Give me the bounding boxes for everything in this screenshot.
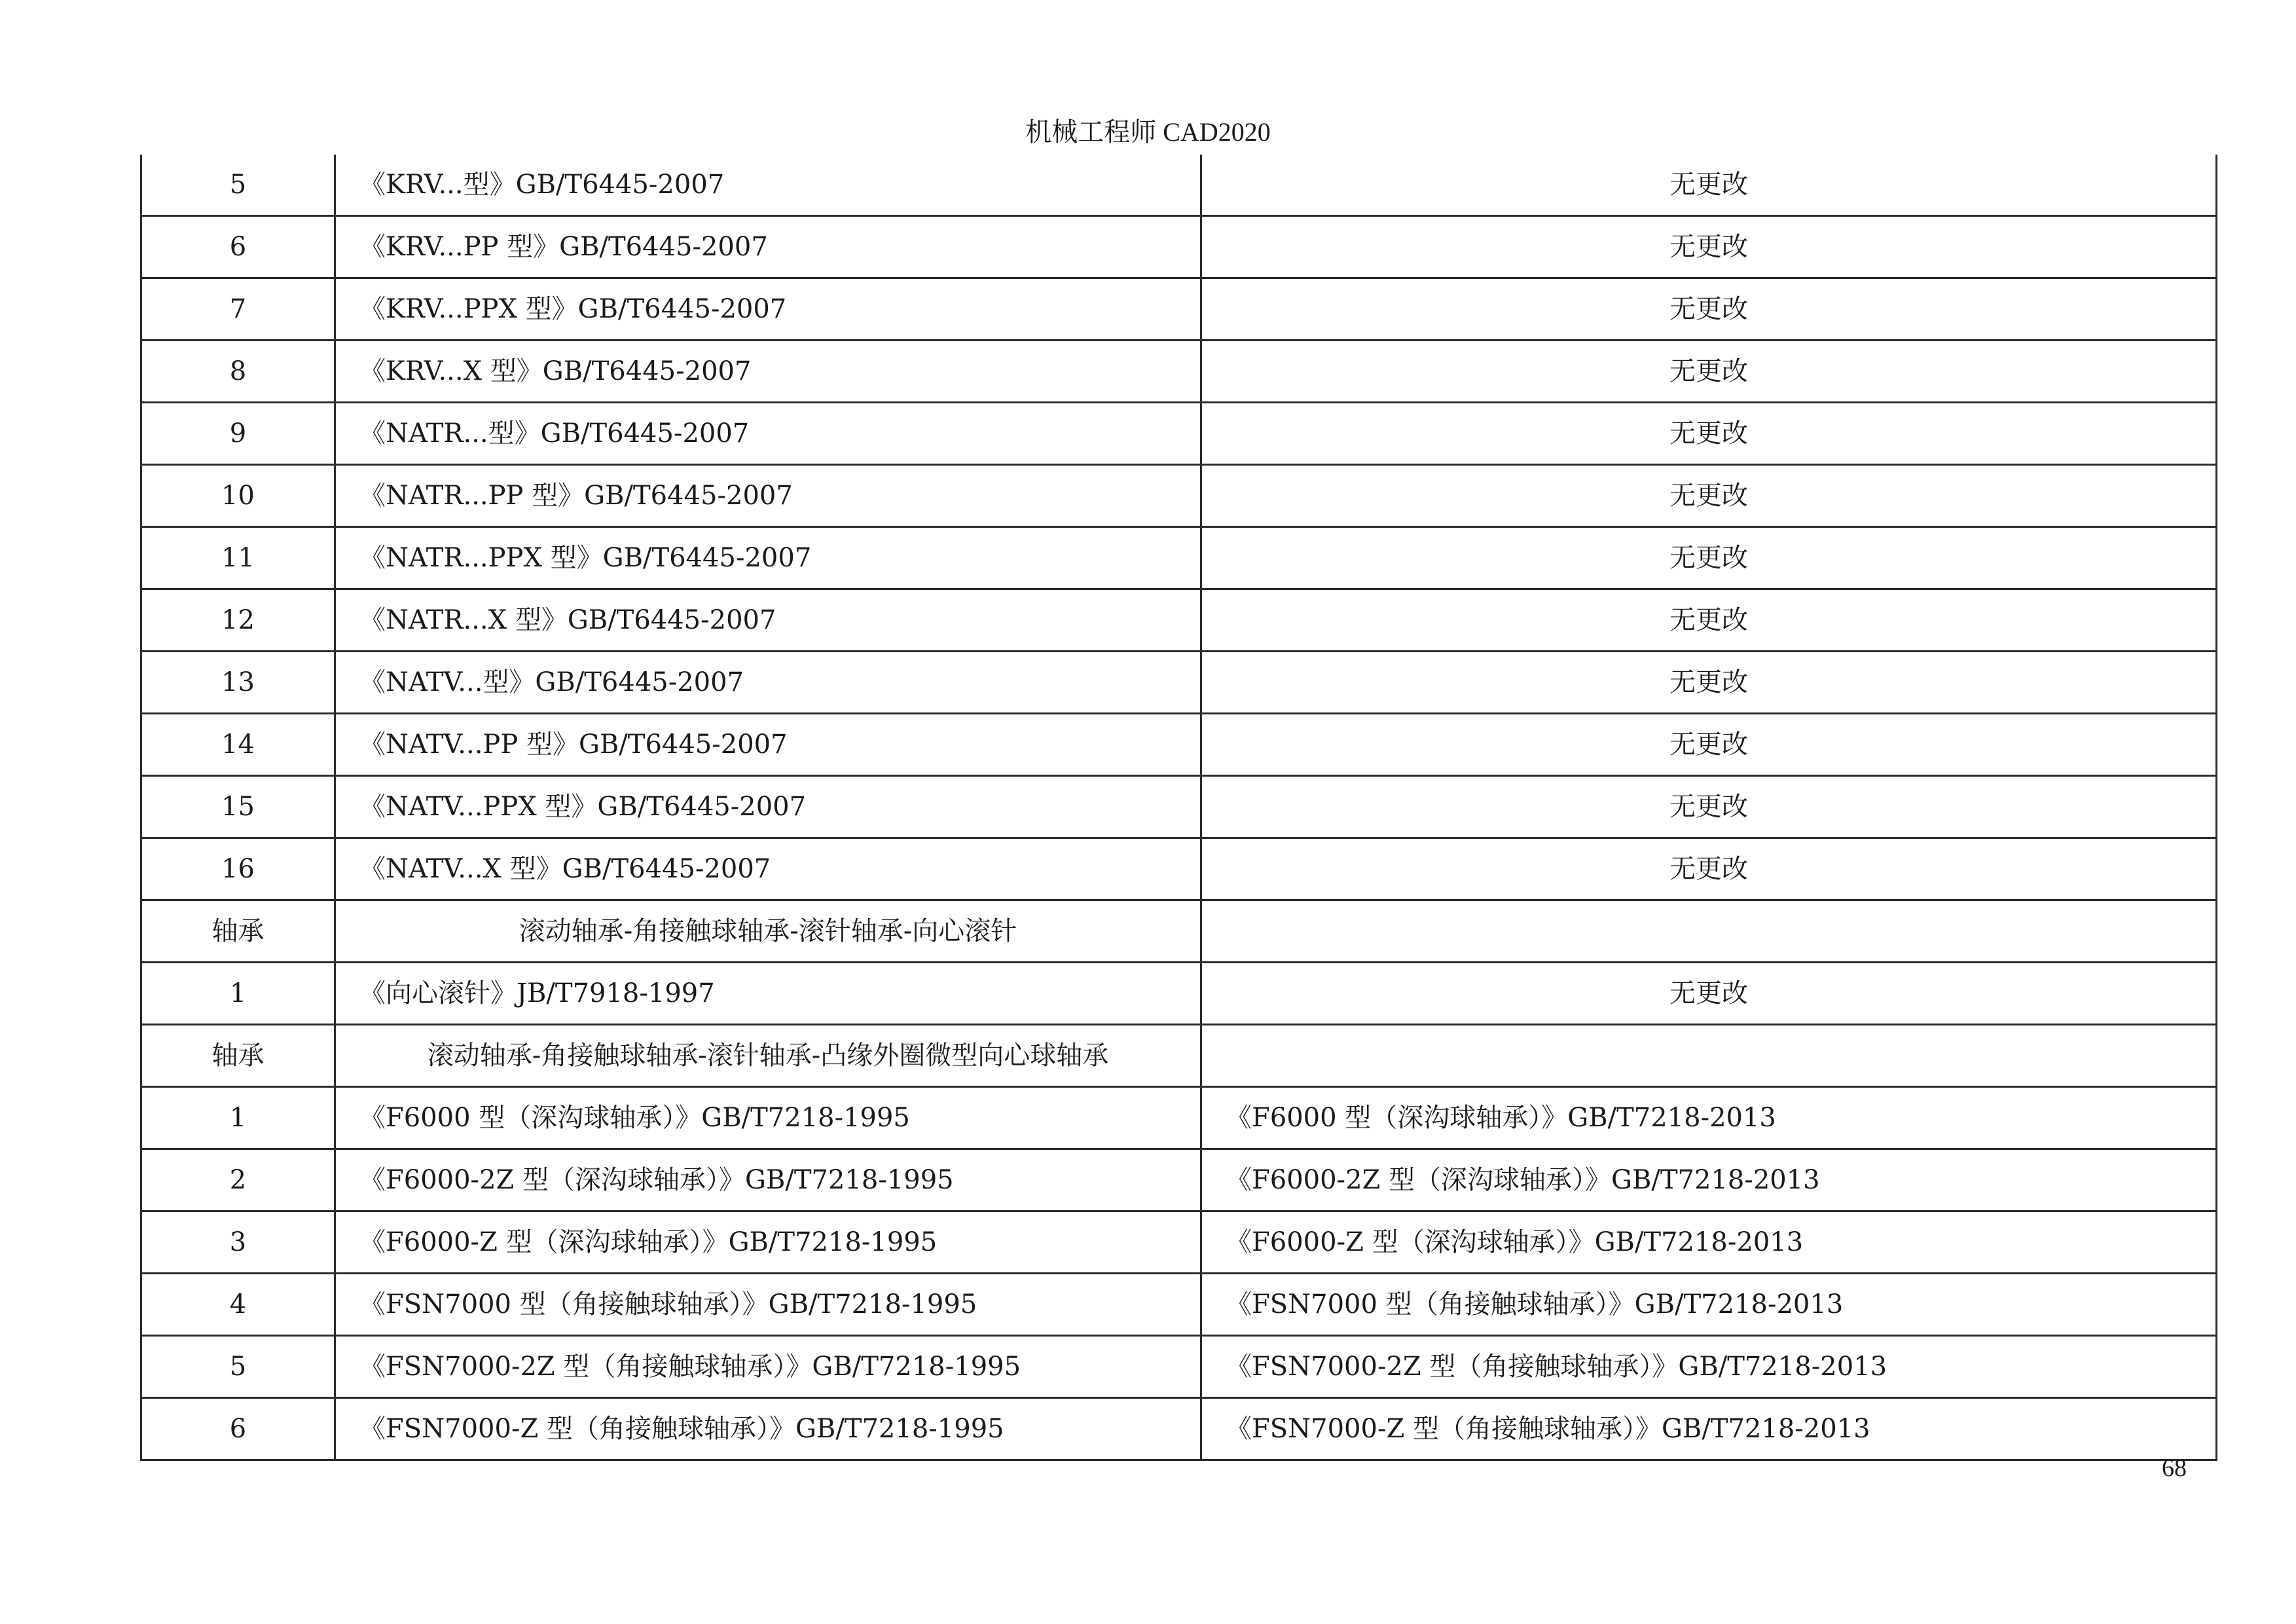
row-number-cell: 1 (141, 963, 335, 1025)
revised-standard-cell: 《FSN7000-Z 型（角接触球轴承）》GB/T7218-2013 (1201, 1398, 2217, 1460)
original-standard-cell: 《NATV...型》GB/T6445-2007 (335, 652, 1201, 714)
category-label-cell: 轴承 (141, 900, 335, 963)
original-standard-cell: 《F6000 型（深沟球轴承）》GB/T7218-1995 (335, 1087, 1201, 1149)
table-row (141, 465, 2217, 527)
revised-standard-cell: 无更改 (1201, 216, 2217, 278)
table-row (141, 403, 2217, 465)
original-standard-cell: 《NATR...PP 型》GB/T6445-2007 (335, 465, 1201, 527)
revised-standard-cell: 无更改 (1201, 403, 2217, 465)
revised-standard-cell: 无更改 (1201, 465, 2217, 527)
revised-standard-cell: 无更改 (1201, 652, 2217, 714)
original-standard-cell: 《NATV...PP 型》GB/T6445-2007 (335, 714, 1201, 776)
revised-standard-cell: 《F6000 型（深沟球轴承）》GB/T7218-2013 (1201, 1087, 2217, 1149)
revised-standard-cell: 无更改 (1201, 838, 2217, 900)
row-number-cell: 15 (141, 776, 335, 838)
table-row (141, 1336, 2217, 1398)
category-row (141, 1025, 2217, 1087)
table-row (141, 216, 2217, 278)
table-row (141, 1211, 2217, 1274)
original-standard-cell: 《NATR...PPX 型》GB/T6445-2007 (335, 527, 1201, 589)
category-title-cell: 滚动轴承-角接触球轴承-滚针轴承-向心滚针 (335, 900, 1201, 963)
revised-standard-cell: 无更改 (1201, 714, 2217, 776)
row-number-cell: 4 (141, 1274, 335, 1336)
table-row (141, 527, 2217, 589)
table-row (141, 838, 2217, 900)
row-number-cell: 5 (141, 1336, 335, 1398)
row-number-cell: 6 (141, 1398, 335, 1460)
page-number: 68 (2162, 1454, 2187, 1482)
table-row (141, 1087, 2217, 1149)
original-standard-cell: 《NATV...PPX 型》GB/T6445-2007 (335, 776, 1201, 838)
row-number-cell: 7 (141, 278, 335, 341)
row-number-cell: 12 (141, 589, 335, 652)
original-standard-cell: 《FSN7000-2Z 型（角接触球轴承）》GB/T7218-1995 (335, 1336, 1201, 1398)
revised-standard-cell: 无更改 (1201, 776, 2217, 838)
standards-change-table (140, 155, 2217, 1461)
category-empty-cell (1201, 1025, 2217, 1087)
original-standard-cell: 《KRV...PP 型》GB/T6445-2007 (335, 216, 1201, 278)
category-row (141, 900, 2217, 963)
original-standard-cell: 《NATR...型》GB/T6445-2007 (335, 403, 1201, 465)
revised-standard-cell: 无更改 (1201, 341, 2217, 403)
original-standard-cell: 《KRV...X 型》GB/T6445-2007 (335, 341, 1201, 403)
revised-standard-cell: 无更改 (1201, 278, 2217, 341)
table-row (141, 155, 2217, 216)
revised-standard-cell: 无更改 (1201, 527, 2217, 589)
table-row (141, 963, 2217, 1025)
original-standard-cell: 《KRV...PPX 型》GB/T6445-2007 (335, 278, 1201, 341)
row-number-cell: 8 (141, 341, 335, 403)
revised-standard-cell: 无更改 (1201, 963, 2217, 1025)
original-standard-cell: 《NATR...X 型》GB/T6445-2007 (335, 589, 1201, 652)
revised-standard-cell: 《FSN7000 型（角接触球轴承）》GB/T7218-2013 (1201, 1274, 2217, 1336)
row-number-cell: 11 (141, 527, 335, 589)
row-number-cell: 10 (141, 465, 335, 527)
revised-standard-cell: 无更改 (1201, 155, 2217, 216)
revised-standard-cell: 无更改 (1201, 589, 2217, 652)
row-number-cell: 14 (141, 714, 335, 776)
table-row (141, 278, 2217, 341)
table-row (141, 341, 2217, 403)
category-title-cell: 滚动轴承-角接触球轴承-滚针轴承-凸缘外圈微型向心球轴承 (335, 1025, 1201, 1087)
original-standard-cell: 《F6000-Z 型（深沟球轴承）》GB/T7218-1995 (335, 1211, 1201, 1274)
row-number-cell: 6 (141, 216, 335, 278)
row-number-cell: 2 (141, 1149, 335, 1211)
table-row (141, 776, 2217, 838)
table-row (141, 714, 2217, 776)
revised-standard-cell: 《F6000-2Z 型（深沟球轴承）》GB/T7218-2013 (1201, 1149, 2217, 1211)
original-standard-cell: 《FSN7000-Z 型（角接触球轴承）》GB/T7218-1995 (335, 1398, 1201, 1460)
table-body (141, 155, 2217, 1460)
row-number-cell: 13 (141, 652, 335, 714)
row-number-cell: 1 (141, 1087, 335, 1149)
category-label-cell: 轴承 (141, 1025, 335, 1087)
revised-standard-cell: 《F6000-Z 型（深沟球轴承）》GB/T7218-2013 (1201, 1211, 2217, 1274)
category-empty-cell (1201, 900, 2217, 963)
original-standard-cell: 《向心滚针》JB/T7918-1997 (335, 963, 1201, 1025)
page-header-title: 机械工程师 CAD2020 (1025, 117, 1271, 147)
row-number-cell: 9 (141, 403, 335, 465)
table-row (141, 1149, 2217, 1211)
table-row (141, 652, 2217, 714)
row-number-cell: 5 (141, 155, 335, 216)
table-row (141, 589, 2217, 652)
row-number-cell: 16 (141, 838, 335, 900)
table-row (141, 1398, 2217, 1460)
table-row (141, 1274, 2217, 1336)
original-standard-cell: 《FSN7000 型（角接触球轴承）》GB/T7218-1995 (335, 1274, 1201, 1336)
row-number-cell: 3 (141, 1211, 335, 1274)
revised-standard-cell: 《FSN7000-2Z 型（角接触球轴承）》GB/T7218-2013 (1201, 1336, 2217, 1398)
original-standard-cell: 《KRV...型》GB/T6445-2007 (335, 155, 1201, 216)
original-standard-cell: 《NATV...X 型》GB/T6445-2007 (335, 838, 1201, 900)
original-standard-cell: 《F6000-2Z 型（深沟球轴承）》GB/T7218-1995 (335, 1149, 1201, 1211)
